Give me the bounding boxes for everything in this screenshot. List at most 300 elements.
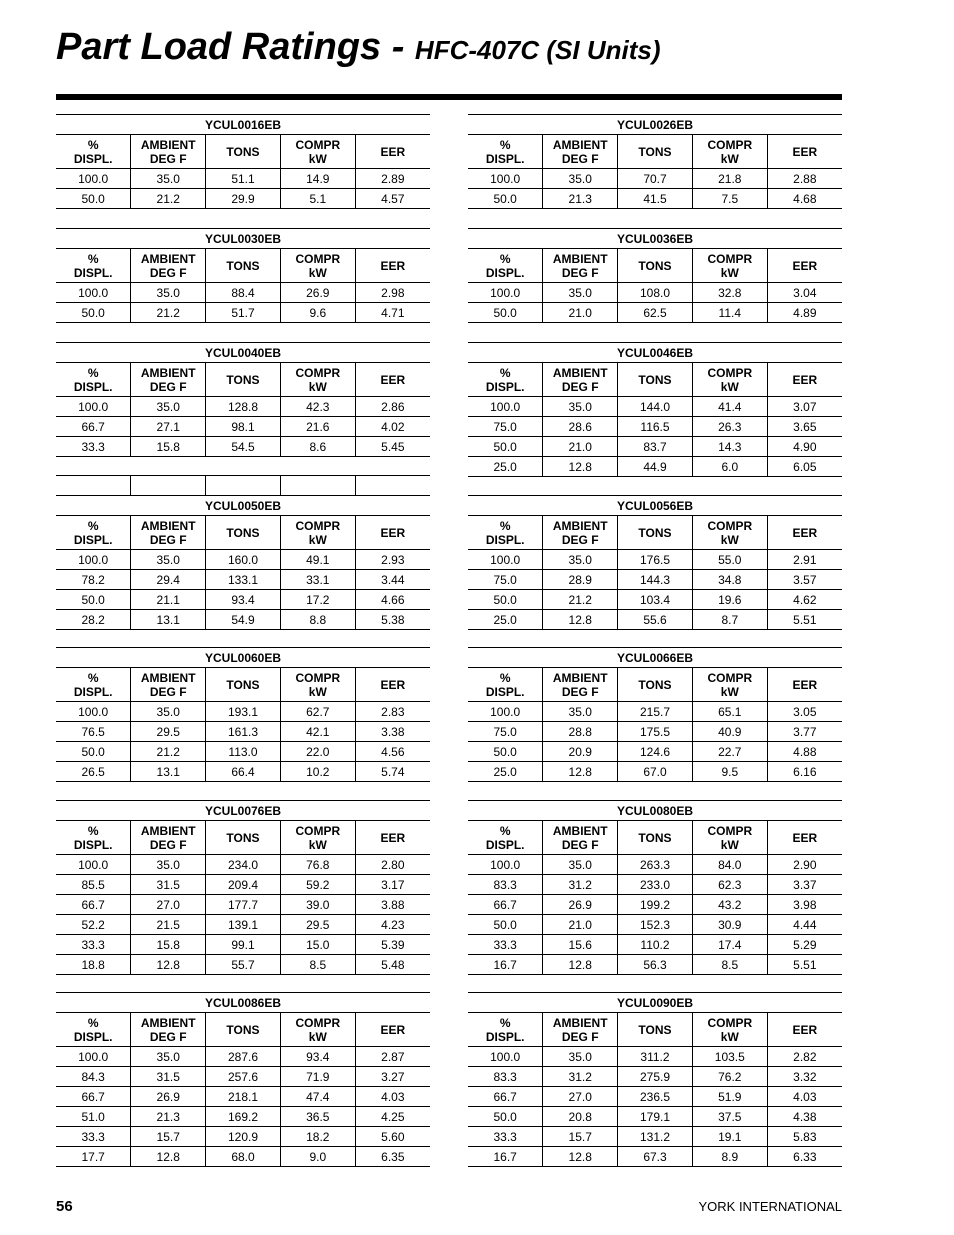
rating-table: [468, 800, 842, 975]
table-row: [468, 742, 842, 762]
table-cell: 12.8: [543, 762, 618, 782]
column-header: AMBIENT DEG F: [131, 516, 206, 550]
table-cell: 193.1: [206, 702, 281, 722]
column-header: TONS: [618, 249, 693, 283]
table-cell: 41.4: [692, 397, 767, 417]
table-cell: 3.04: [767, 283, 842, 303]
table-row: [56, 590, 430, 610]
rating-table-ycul0056eb: [468, 495, 842, 630]
table-cell: 21.2: [131, 742, 206, 762]
table-cell: 3.07: [767, 397, 842, 417]
table-cell: 19.1: [692, 1127, 767, 1147]
column-header: TONS: [618, 516, 693, 550]
table-cell: 12.8: [543, 1147, 618, 1167]
table-cell: 139.1: [206, 915, 281, 935]
table-cell: 31.2: [543, 1067, 618, 1087]
table-cell: 177.7: [206, 895, 281, 915]
table-row: [468, 610, 842, 630]
column-header: % DISPL.: [468, 821, 543, 855]
table-row: [468, 283, 842, 303]
table-cell: 7.5: [692, 189, 767, 209]
table-row: [56, 189, 430, 209]
table-cell: 3.77: [767, 722, 842, 742]
table-row: [468, 169, 842, 189]
table-row: [56, 570, 430, 590]
model-name: YCUL0030EB: [56, 229, 430, 249]
table-cell: 75.0: [468, 570, 543, 590]
table-cell: 21.0: [543, 303, 618, 323]
table-cell: 28.2: [56, 610, 131, 630]
column-header: TONS: [206, 363, 281, 397]
column-header: TONS: [618, 668, 693, 702]
table-row: [56, 1107, 430, 1127]
table-cell: 35.0: [543, 1047, 618, 1067]
column-header: AMBIENT DEG F: [543, 1013, 618, 1047]
table-cell: 50.0: [468, 303, 543, 323]
table-cell: 2.91: [767, 550, 842, 570]
table-cell: 8.8: [280, 610, 355, 630]
column-header: EER: [767, 135, 842, 169]
table-cell: 26.9: [543, 895, 618, 915]
table-row: [468, 702, 842, 722]
table-cell: 15.7: [543, 1127, 618, 1147]
rating-table: [468, 992, 842, 1167]
table-cell: 209.4: [206, 875, 281, 895]
model-name: YCUL0040EB: [56, 343, 430, 363]
table-cell: 44.9: [618, 457, 693, 477]
table-cell: 4.03: [355, 1087, 430, 1107]
table-cell: 93.4: [280, 1047, 355, 1067]
table-cell: 35.0: [131, 283, 206, 303]
table-cell: 28.9: [543, 570, 618, 590]
table-cell: 51.7: [206, 303, 281, 323]
table-cell: 5.48: [355, 955, 430, 975]
model-name: YCUL0046EB: [468, 343, 842, 363]
rating-table: [56, 992, 430, 1167]
rating-table-ycul0046eb: [468, 342, 842, 477]
table-cell: 41.5: [618, 189, 693, 209]
table-cell: 5.60: [355, 1127, 430, 1147]
column-header: COMPR kW: [692, 821, 767, 855]
table-row: [468, 550, 842, 570]
table-cell: 26.9: [131, 1087, 206, 1107]
column-header: AMBIENT DEG F: [131, 249, 206, 283]
table-row: [468, 935, 842, 955]
table-cell: 21.0: [543, 915, 618, 935]
column-header: % DISPL.: [468, 668, 543, 702]
table-cell: 12.8: [543, 457, 618, 477]
table-cell: 103.4: [618, 590, 693, 610]
table-cell: 21.2: [131, 189, 206, 209]
table-cell: 3.27: [355, 1067, 430, 1087]
table-cell: 84.0: [692, 855, 767, 875]
table-row: [468, 1147, 842, 1167]
table-cell: 5.74: [355, 762, 430, 782]
table-row: [56, 955, 430, 975]
table-cell: 93.4: [206, 590, 281, 610]
table-cell: 40.9: [692, 722, 767, 742]
column-header: COMPR kW: [692, 516, 767, 550]
table-cell: 59.2: [280, 875, 355, 895]
table-cell: 55.6: [618, 610, 693, 630]
table-cell: 4.03: [767, 1087, 842, 1107]
table-cell: 4.38: [767, 1107, 842, 1127]
table-cell: 113.0: [206, 742, 281, 762]
table-row: [56, 303, 430, 323]
table-cell: 50.0: [468, 189, 543, 209]
table-row: [56, 762, 430, 782]
table-cell: 3.17: [355, 875, 430, 895]
table-row: [468, 895, 842, 915]
table-cell: 33.3: [468, 1127, 543, 1147]
column-header: TONS: [618, 1013, 693, 1047]
model-name: YCUL0056EB: [468, 496, 842, 516]
table-row: [56, 169, 430, 189]
table-cell: 108.0: [618, 283, 693, 303]
table-cell: 47.4: [280, 1087, 355, 1107]
table-cell: 161.3: [206, 722, 281, 742]
table-cell: 100.0: [468, 397, 543, 417]
table-cell: 179.1: [618, 1107, 693, 1127]
table-cell: 35.0: [543, 550, 618, 570]
table-cell: 84.3: [56, 1067, 131, 1087]
column-header: % DISPL.: [468, 249, 543, 283]
table-cell: 4.57: [355, 189, 430, 209]
table-cell: 35.0: [131, 855, 206, 875]
model-name: YCUL0086EB: [56, 993, 430, 1013]
table-cell: 29.4: [131, 570, 206, 590]
column-header: TONS: [618, 363, 693, 397]
table-cell: 2.98: [355, 283, 430, 303]
table-cell: 21.8: [692, 169, 767, 189]
column-header: % DISPL.: [56, 135, 131, 169]
table-row: [56, 283, 430, 303]
table-cell: 50.0: [468, 915, 543, 935]
table-cell: 263.3: [618, 855, 693, 875]
table-cell: 26.5: [56, 762, 131, 782]
table-cell: 28.8: [543, 722, 618, 742]
table-cell: 36.5: [280, 1107, 355, 1127]
table-cell: 17.4: [692, 935, 767, 955]
table-cell: 100.0: [468, 702, 543, 722]
table-cell: 3.65: [767, 417, 842, 437]
column-header: AMBIENT DEG F: [543, 821, 618, 855]
table-cell: 4.90: [767, 437, 842, 457]
table-row: [56, 895, 430, 915]
table-cell: 83.7: [618, 437, 693, 457]
table-cell: 35.0: [543, 169, 618, 189]
column-header: EER: [767, 668, 842, 702]
column-header: AMBIENT DEG F: [543, 363, 618, 397]
table-row: [468, 1047, 842, 1067]
table-cell: 15.6: [543, 935, 618, 955]
table-row: [56, 742, 430, 762]
column-header: AMBIENT DEG F: [131, 668, 206, 702]
table-cell: 35.0: [131, 1047, 206, 1067]
column-header: AMBIENT DEG F: [131, 1013, 206, 1047]
table-cell: 4.66: [355, 590, 430, 610]
model-name: YCUL0066EB: [468, 648, 842, 668]
table-row: [56, 935, 430, 955]
table-cell: 133.1: [206, 570, 281, 590]
table-cell: 50.0: [468, 742, 543, 762]
table-cell: 35.0: [131, 702, 206, 722]
table-cell: 21.6: [280, 417, 355, 437]
table-cell: 16.7: [468, 1147, 543, 1167]
table-cell: 4.23: [355, 915, 430, 935]
table-cell: 199.2: [618, 895, 693, 915]
table-cell: 257.6: [206, 1067, 281, 1087]
table-cell: 29.9: [206, 189, 281, 209]
column-header: % DISPL.: [468, 135, 543, 169]
table-cell: 76.5: [56, 722, 131, 742]
table-cell: 43.2: [692, 895, 767, 915]
table-cell: 20.9: [543, 742, 618, 762]
table-cell: 234.0: [206, 855, 281, 875]
table-cell: 3.88: [355, 895, 430, 915]
table-cell: 311.2: [618, 1047, 693, 1067]
table-cell: 85.5: [56, 875, 131, 895]
table-row: [468, 955, 842, 975]
rating-table-ycul0080eb: [468, 800, 842, 975]
table-cell: 30.9: [692, 915, 767, 935]
column-header: AMBIENT DEG F: [131, 821, 206, 855]
column-header: TONS: [206, 821, 281, 855]
table-cell: 4.25: [355, 1107, 430, 1127]
table-cell: 66.7: [56, 895, 131, 915]
model-name: YCUL0090EB: [468, 993, 842, 1013]
table-cell: 99.1: [206, 935, 281, 955]
table-cell: 50.0: [468, 590, 543, 610]
column-header: AMBIENT DEG F: [543, 668, 618, 702]
column-header: EER: [355, 516, 430, 550]
table-row: [468, 1067, 842, 1087]
table-cell: 12.8: [543, 955, 618, 975]
table-row: [468, 189, 842, 209]
table-cell: 42.3: [280, 397, 355, 417]
table-cell: 25.0: [468, 457, 543, 477]
column-header: COMPR kW: [280, 135, 355, 169]
table-cell: 21.3: [543, 189, 618, 209]
model-name: YCUL0076EB: [56, 801, 430, 821]
table-cell: 51.1: [206, 169, 281, 189]
table-cell: 35.0: [131, 169, 206, 189]
table-cell: 50.0: [468, 437, 543, 457]
table-cell: 21.2: [131, 303, 206, 323]
rating-table-ycul0090eb: [468, 992, 842, 1167]
table-cell: 8.7: [692, 610, 767, 630]
table-cell: 29.5: [131, 722, 206, 742]
page-title: [56, 26, 661, 69]
column-header: EER: [767, 1013, 842, 1047]
table-cell: 12.8: [131, 955, 206, 975]
table-cell: 62.5: [618, 303, 693, 323]
rating-table: [56, 647, 430, 782]
column-header: COMPR kW: [280, 249, 355, 283]
table-row: [56, 875, 430, 895]
table-cell: 128.8: [206, 397, 281, 417]
table-cell: 55.0: [692, 550, 767, 570]
table-cell: 9.5: [692, 762, 767, 782]
table-cell: 75.0: [468, 417, 543, 437]
table-cell: 19.6: [692, 590, 767, 610]
table-cell: 2.87: [355, 1047, 430, 1067]
table-cell: 100.0: [468, 855, 543, 875]
rating-table-ycul0036eb: [468, 228, 842, 323]
rating-table-ycul0060eb: [56, 647, 430, 782]
rating-table-ycul0016eb: [56, 114, 430, 209]
table-cell: 8.9: [692, 1147, 767, 1167]
table-cell: 9.0: [280, 1147, 355, 1167]
rating-table: [56, 800, 430, 975]
table-cell: 62.3: [692, 875, 767, 895]
column-header: COMPR kW: [280, 1013, 355, 1047]
column-header: % DISPL.: [468, 516, 543, 550]
table-row: [468, 722, 842, 742]
table-cell: 66.4: [206, 762, 281, 782]
table-row: [468, 437, 842, 457]
column-header: EER: [355, 1013, 430, 1047]
model-name: YCUL0016EB: [56, 115, 430, 135]
table-cell: 56.3: [618, 955, 693, 975]
rating-table: [56, 495, 430, 630]
table-cell: 50.0: [468, 1107, 543, 1127]
table-cell: 15.8: [131, 935, 206, 955]
table-cell: 83.3: [468, 875, 543, 895]
table-row: [56, 702, 430, 722]
table-cell: 50.0: [56, 742, 131, 762]
table-row: [468, 762, 842, 782]
table-cell: 21.1: [131, 590, 206, 610]
table-cell: 27.0: [131, 895, 206, 915]
company-name: YORK INTERNATIONAL: [698, 1199, 842, 1214]
table-cell: 4.02: [355, 417, 430, 437]
table-cell: 11.4: [692, 303, 767, 323]
table-cell: 100.0: [468, 1047, 543, 1067]
table-cell: 100.0: [56, 283, 131, 303]
table-cell: 287.6: [206, 1047, 281, 1067]
table-cell: 39.0: [280, 895, 355, 915]
table-cell: 16.7: [468, 955, 543, 975]
table-cell: 33.3: [56, 935, 131, 955]
table-row: [468, 1127, 842, 1147]
column-header: EER: [767, 516, 842, 550]
column-header: COMPR kW: [692, 363, 767, 397]
table-cell: 33.1: [280, 570, 355, 590]
table-cell: 6.05: [767, 457, 842, 477]
table-row: [56, 1147, 430, 1167]
table-cell: 12.8: [543, 610, 618, 630]
table-row: [56, 1087, 430, 1107]
table-cell: 8.5: [692, 955, 767, 975]
table-cell: 120.9: [206, 1127, 281, 1147]
column-header: COMPR kW: [692, 1013, 767, 1047]
column-header: AMBIENT DEG F: [543, 516, 618, 550]
table-cell: 100.0: [56, 702, 131, 722]
table-cell: 100.0: [56, 855, 131, 875]
rating-table: [56, 342, 430, 457]
table-cell: 9.6: [280, 303, 355, 323]
rating-table-ycul0040eb: [56, 342, 430, 457]
table-cell: 71.9: [280, 1067, 355, 1087]
column-header: COMPR kW: [280, 516, 355, 550]
column-header: AMBIENT DEG F: [131, 135, 206, 169]
table-cell: 6.0: [692, 457, 767, 477]
table-cell: 18.8: [56, 955, 131, 975]
table-cell: 37.5: [692, 1107, 767, 1127]
table-cell: 22.0: [280, 742, 355, 762]
table-cell: 18.2: [280, 1127, 355, 1147]
table-cell: 152.3: [618, 915, 693, 935]
table-cell: 275.9: [618, 1067, 693, 1087]
table-cell: 76.2: [692, 1067, 767, 1087]
table-cell: 31.2: [543, 875, 618, 895]
table-cell: 26.3: [692, 417, 767, 437]
table-cell: 32.8: [692, 283, 767, 303]
table-cell: 50.0: [56, 189, 131, 209]
table-cell: 103.5: [692, 1047, 767, 1067]
table-cell: 88.4: [206, 283, 281, 303]
table-row: [468, 1087, 842, 1107]
column-header: % DISPL.: [56, 668, 131, 702]
table-cell: 83.3: [468, 1067, 543, 1087]
table-cell: 116.5: [618, 417, 693, 437]
column-header: % DISPL.: [56, 516, 131, 550]
table-cell: 131.2: [618, 1127, 693, 1147]
table-cell: 50.0: [56, 303, 131, 323]
column-header: EER: [355, 363, 430, 397]
table-cell: 17.2: [280, 590, 355, 610]
title-subtitle: HFC-407C (SI Units): [414, 35, 661, 65]
table-cell: 50.0: [56, 590, 131, 610]
column-header: AMBIENT DEG F: [543, 135, 618, 169]
table-cell: 28.6: [543, 417, 618, 437]
model-name: YCUL0026EB: [468, 115, 842, 135]
table-cell: 3.98: [767, 895, 842, 915]
rating-table-ycul0050eb: [56, 495, 430, 630]
table-cell: 236.5: [618, 1087, 693, 1107]
table-cell: 176.5: [618, 550, 693, 570]
table-row: [468, 1107, 842, 1127]
column-header: EER: [767, 821, 842, 855]
rating-table: [468, 495, 842, 630]
model-name: YCUL0060EB: [56, 648, 430, 668]
table-cell: 31.5: [131, 875, 206, 895]
table-cell: 6.33: [767, 1147, 842, 1167]
table-cell: 2.86: [355, 397, 430, 417]
table-cell: 144.0: [618, 397, 693, 417]
table-cell: 68.0: [206, 1147, 281, 1167]
table-row: [56, 397, 430, 417]
rating-table-ycul0030eb: [56, 228, 430, 323]
table-row: [468, 397, 842, 417]
table-cell: 13.1: [131, 762, 206, 782]
table-cell: 35.0: [131, 397, 206, 417]
table-cell: 3.32: [767, 1067, 842, 1087]
table-cell: 233.0: [618, 875, 693, 895]
column-header: % DISPL.: [468, 1013, 543, 1047]
column-header: AMBIENT DEG F: [131, 363, 206, 397]
table-cell: 25.0: [468, 762, 543, 782]
table-cell: 15.7: [131, 1127, 206, 1147]
table-cell: 100.0: [468, 283, 543, 303]
table-cell: 100.0: [468, 169, 543, 189]
column-header: % DISPL.: [56, 821, 131, 855]
column-header: EER: [355, 249, 430, 283]
column-header: COMPR kW: [280, 363, 355, 397]
table-cell: 66.7: [468, 1087, 543, 1107]
empty-separator-row: [56, 475, 430, 495]
